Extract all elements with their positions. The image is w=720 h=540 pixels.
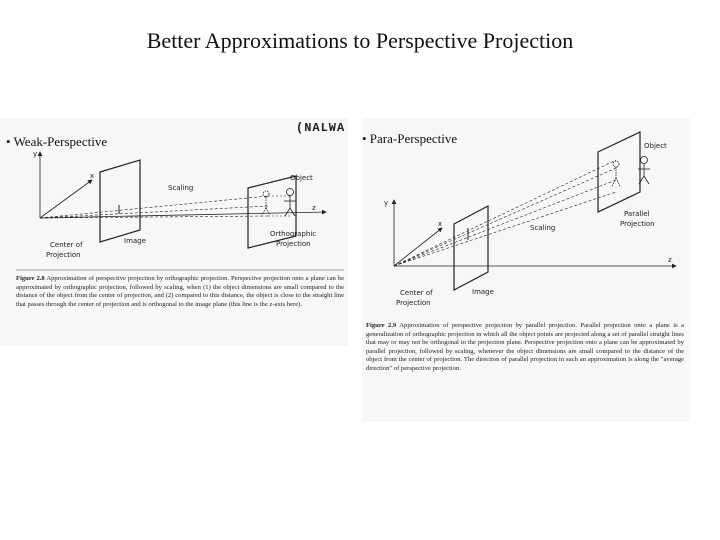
figure-2-8-label: Figure 2.8: [16, 275, 45, 282]
weak-perspective-caption: [16, 275, 344, 309]
right-x-axis: [394, 228, 442, 266]
right-z-label: z: [668, 256, 672, 264]
figure-2-8-text: Approximation of perspective projection by orthographic projection. Perspective projection onto a plane can be approximated by orthographic projection, followed by scaling, when (1) the object dimensions are small compared to the distance of the object from the center of projection, and (2) compared to this distance, the object is close to the straight line that passes through the center of projection and is orthogonal to the image plane (this line is the z-axis here).: [16, 275, 345, 308]
left-x-axis: [40, 180, 92, 218]
left-ortho-label-2: Projection: [276, 240, 311, 248]
figure-2-9-label: Figure 2.9: [366, 322, 397, 329]
left-object-label: Object: [290, 174, 313, 182]
left-center-label-2: Projection: [46, 251, 81, 259]
right-parallel-label-2: Projection: [620, 220, 655, 228]
slide-title: Better Approximations to Perspective Projection: [146, 28, 574, 53]
left-image-plane: [100, 160, 140, 242]
left-y-label: y: [33, 150, 38, 158]
left-center-label-1: Center of: [50, 241, 83, 249]
right-x-label: x: [438, 220, 443, 228]
weak-perspective-heading: • Weak-Perspective: [6, 134, 108, 149]
para-perspective-caption: [366, 322, 684, 374]
left-scaling-label: Scaling: [168, 184, 194, 192]
right-center-label-2: Projection: [396, 299, 431, 307]
left-ortho-label-1: Orthographic: [270, 230, 317, 238]
right-center-label-1: Center of: [400, 289, 433, 297]
figure-2-9-text: Approximation of perspective projection by parallel projection. Parallel projection onto a plane is a generalization of orthographic projection in which all the object points are projected along a set of parallel straight lines that may or may not be orthogonal to the projection plane. Perspective projection onto a plane can be approximated by parallel projection, followed by scaling, whenever the object dimensions are small compared to the distance of the object from the center of projection. The direction of parallel projection in such an approximation is along the "average direction" of perspective projection.: [366, 322, 684, 372]
left-image-label: Image: [124, 237, 146, 245]
right-scaling-label: Scaling: [530, 224, 556, 232]
right-y-label: y: [384, 199, 389, 207]
right-object-label: Object: [644, 142, 667, 150]
right-parallel-plane: [598, 132, 640, 212]
para-perspective-heading: • Para-Perspective: [362, 131, 458, 146]
left-z-axis: [40, 212, 326, 218]
right-image-plane: [454, 206, 488, 290]
nalwa-handnote: (NALWA: [296, 121, 346, 135]
right-parallel-label-1: Parallel: [624, 210, 650, 218]
left-x-label: x: [90, 172, 95, 180]
right-image-label: Image: [472, 288, 494, 296]
left-z-label: z: [312, 204, 316, 212]
